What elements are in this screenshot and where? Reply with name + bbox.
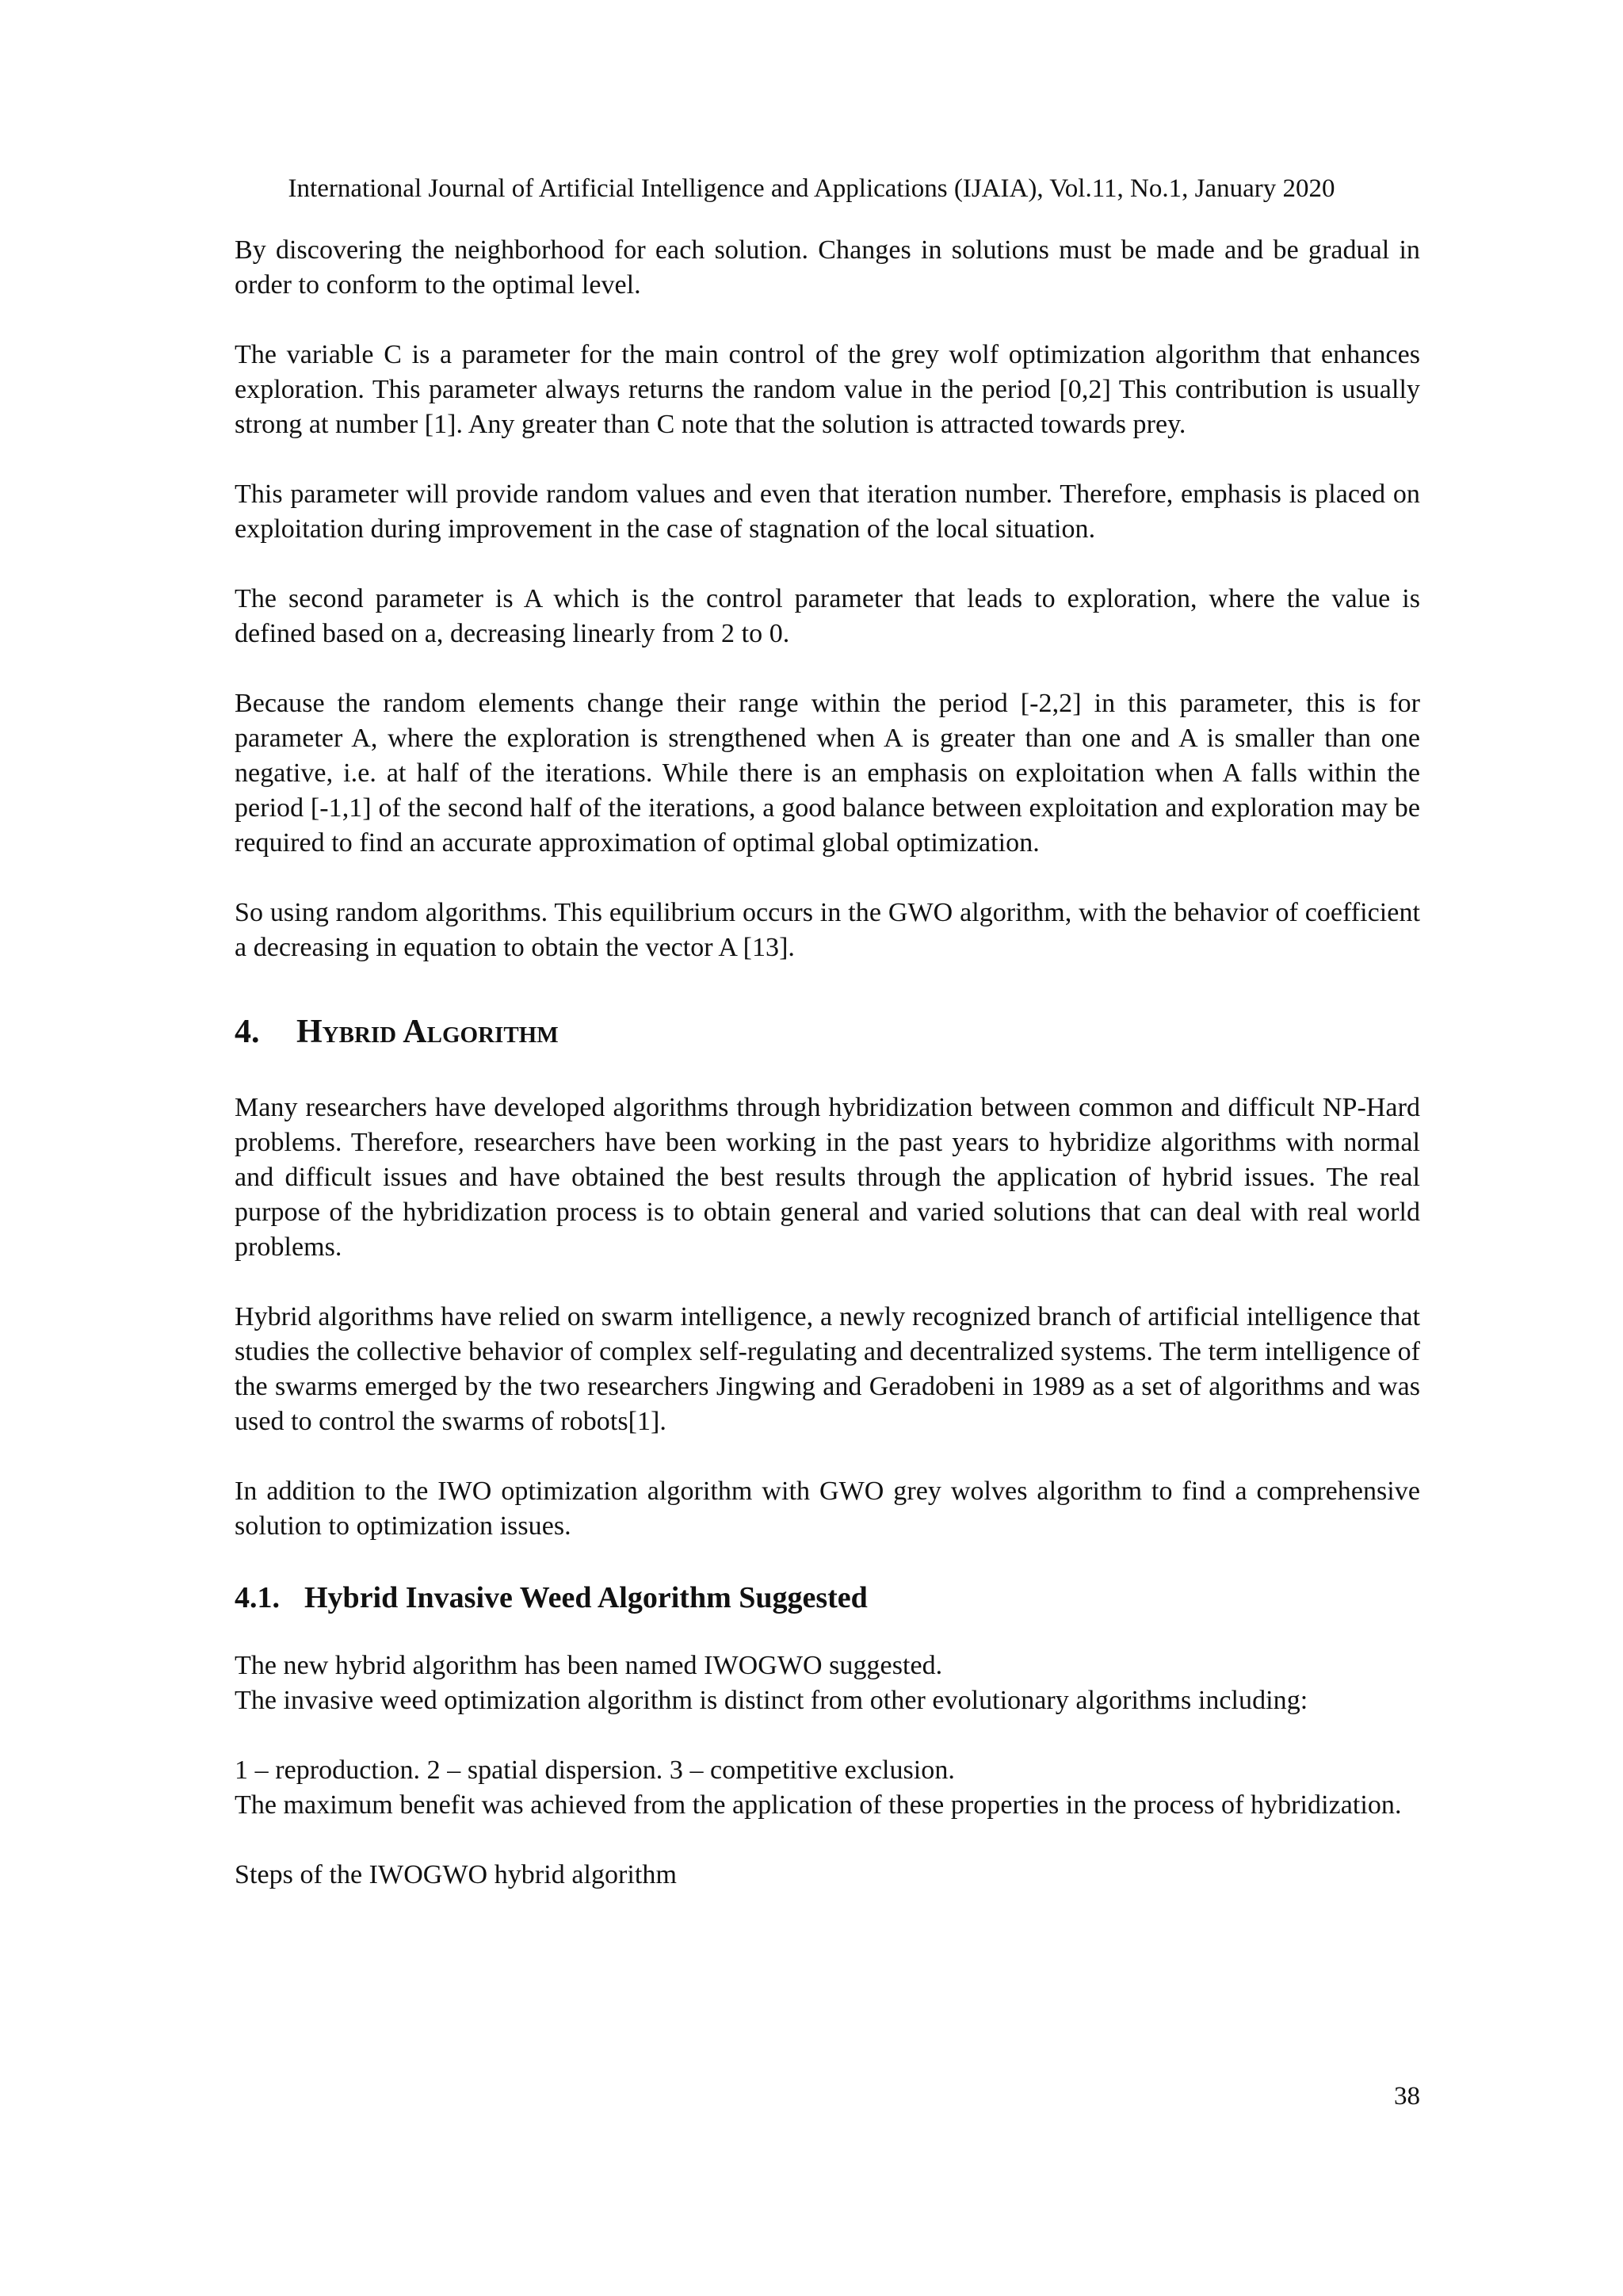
paragraph-neighborhood: By discovering the neighborhood for each solution. Changes in solutions must be made and be gradual in order to conform to the optimal level. — [235, 235, 1420, 300]
page-body — [235, 233, 1420, 1927]
paragraph-iwo-gwo: In addition to the IWO optimization algorithm with GWO grey wolves algorithm to find a comprehensive solution to optimization issues. — [235, 1477, 1420, 1541]
paragraph-parameter-a: The second parameter is A which is the control parameter that leads to exploration, where the value is defined based on a, decreasing linearly from 2 to 0. — [235, 584, 1420, 648]
paragraph-steps: Steps of the IWOGWO hybrid algorithm — [235, 1860, 677, 1889]
paragraph-invasive-weed-distinct: The invasive weed optimization algorithm is distinct from other evolutionary algorithms including: — [235, 1686, 1308, 1715]
paragraph-iwogwo-named: The new hybrid algorithm has been named IWOGWO suggested. — [235, 1651, 943, 1680]
paragraph-random-elements: Because the random elements change their range within the period [-2,2] in this parameter, this is for parameter A, where the exploration is strengthened when A is greater than one and A is smaller than one negative, i.e. at half of the iterations. While there is an emphasis on exploitation when A falls within the period [-1,1] of the second half of the iterations, a good balance between exploitation and exploration may be required to find an accurate approximation of optimal global optimization. — [235, 689, 1420, 858]
paragraph-equilibrium: So using random algorithms. This equilibrium occurs in the GWO algorithm, with the behavior of coefficient a decreasing in equation to obtain the vector A [13]. — [235, 898, 1420, 962]
section-number: 4. — [235, 1014, 260, 1050]
paragraph-variable-c: The variable C is a parameter for the main control of the grey wolf optimization algorithm that enhances exploration. This parameter always returns the random value in the period [0,2] This contribution is usually strong at number [1]. Any greater than C note that the solution is attracted towards prey. — [235, 340, 1420, 439]
paragraph-swarm-intelligence: Hybrid algorithms have relied on swarm intelligence, a newly recognized branch of artificial intelligence that studies the collective behavior of complex self-regulating and decentralized systems. The term intelligence of the swarms emerged by the two researchers Jingwing and Geradobeni in 1989 as a set of algorithms and was used to control the swarms of robots[1]. — [235, 1302, 1420, 1436]
section-title: Hybrid Algorithm — [296, 1014, 559, 1050]
subsection-title: Hybrid Invasive Weed Algorithm Suggested — [304, 1581, 868, 1614]
paragraph-maximum-benefit: The maximum benefit was achieved from the application of these properties in the process of hybridization. — [235, 1790, 1402, 1820]
subsection-heading-hybrid-invasive-weed — [235, 1579, 1420, 1617]
page-number: 38 — [1394, 2082, 1420, 2111]
paragraph-properties-list: 1 – reproduction. 2 – spatial dispersion. 3 – competitive exclusion. — [235, 1755, 955, 1785]
running-header: International Journal of Artificial Intelligence and Applications (IJAIA), Vol.11, No.1, January 2020 — [288, 174, 1335, 203]
paragraph-random-values: This parameter will provide random values and even that iteration number. Therefore, emphasis is placed on exploitation during improvement in the case of stagnation of the local situation. — [235, 479, 1420, 544]
section-heading-hybrid-algorithm — [235, 1011, 1420, 1052]
subsection-number: 4.1. — [235, 1581, 280, 1614]
paragraph-hybridization: Many researchers have developed algorithms through hybridization between common and difficult NP-Hard problems. Therefore, researchers have been working in the past years to hybridize algorithms with normal and difficult issues and have obtained the best results through the application of hybrid issues. The real purpose of the hybridization process is to obtain general and varied solutions that can deal with real world problems. — [235, 1093, 1420, 1262]
